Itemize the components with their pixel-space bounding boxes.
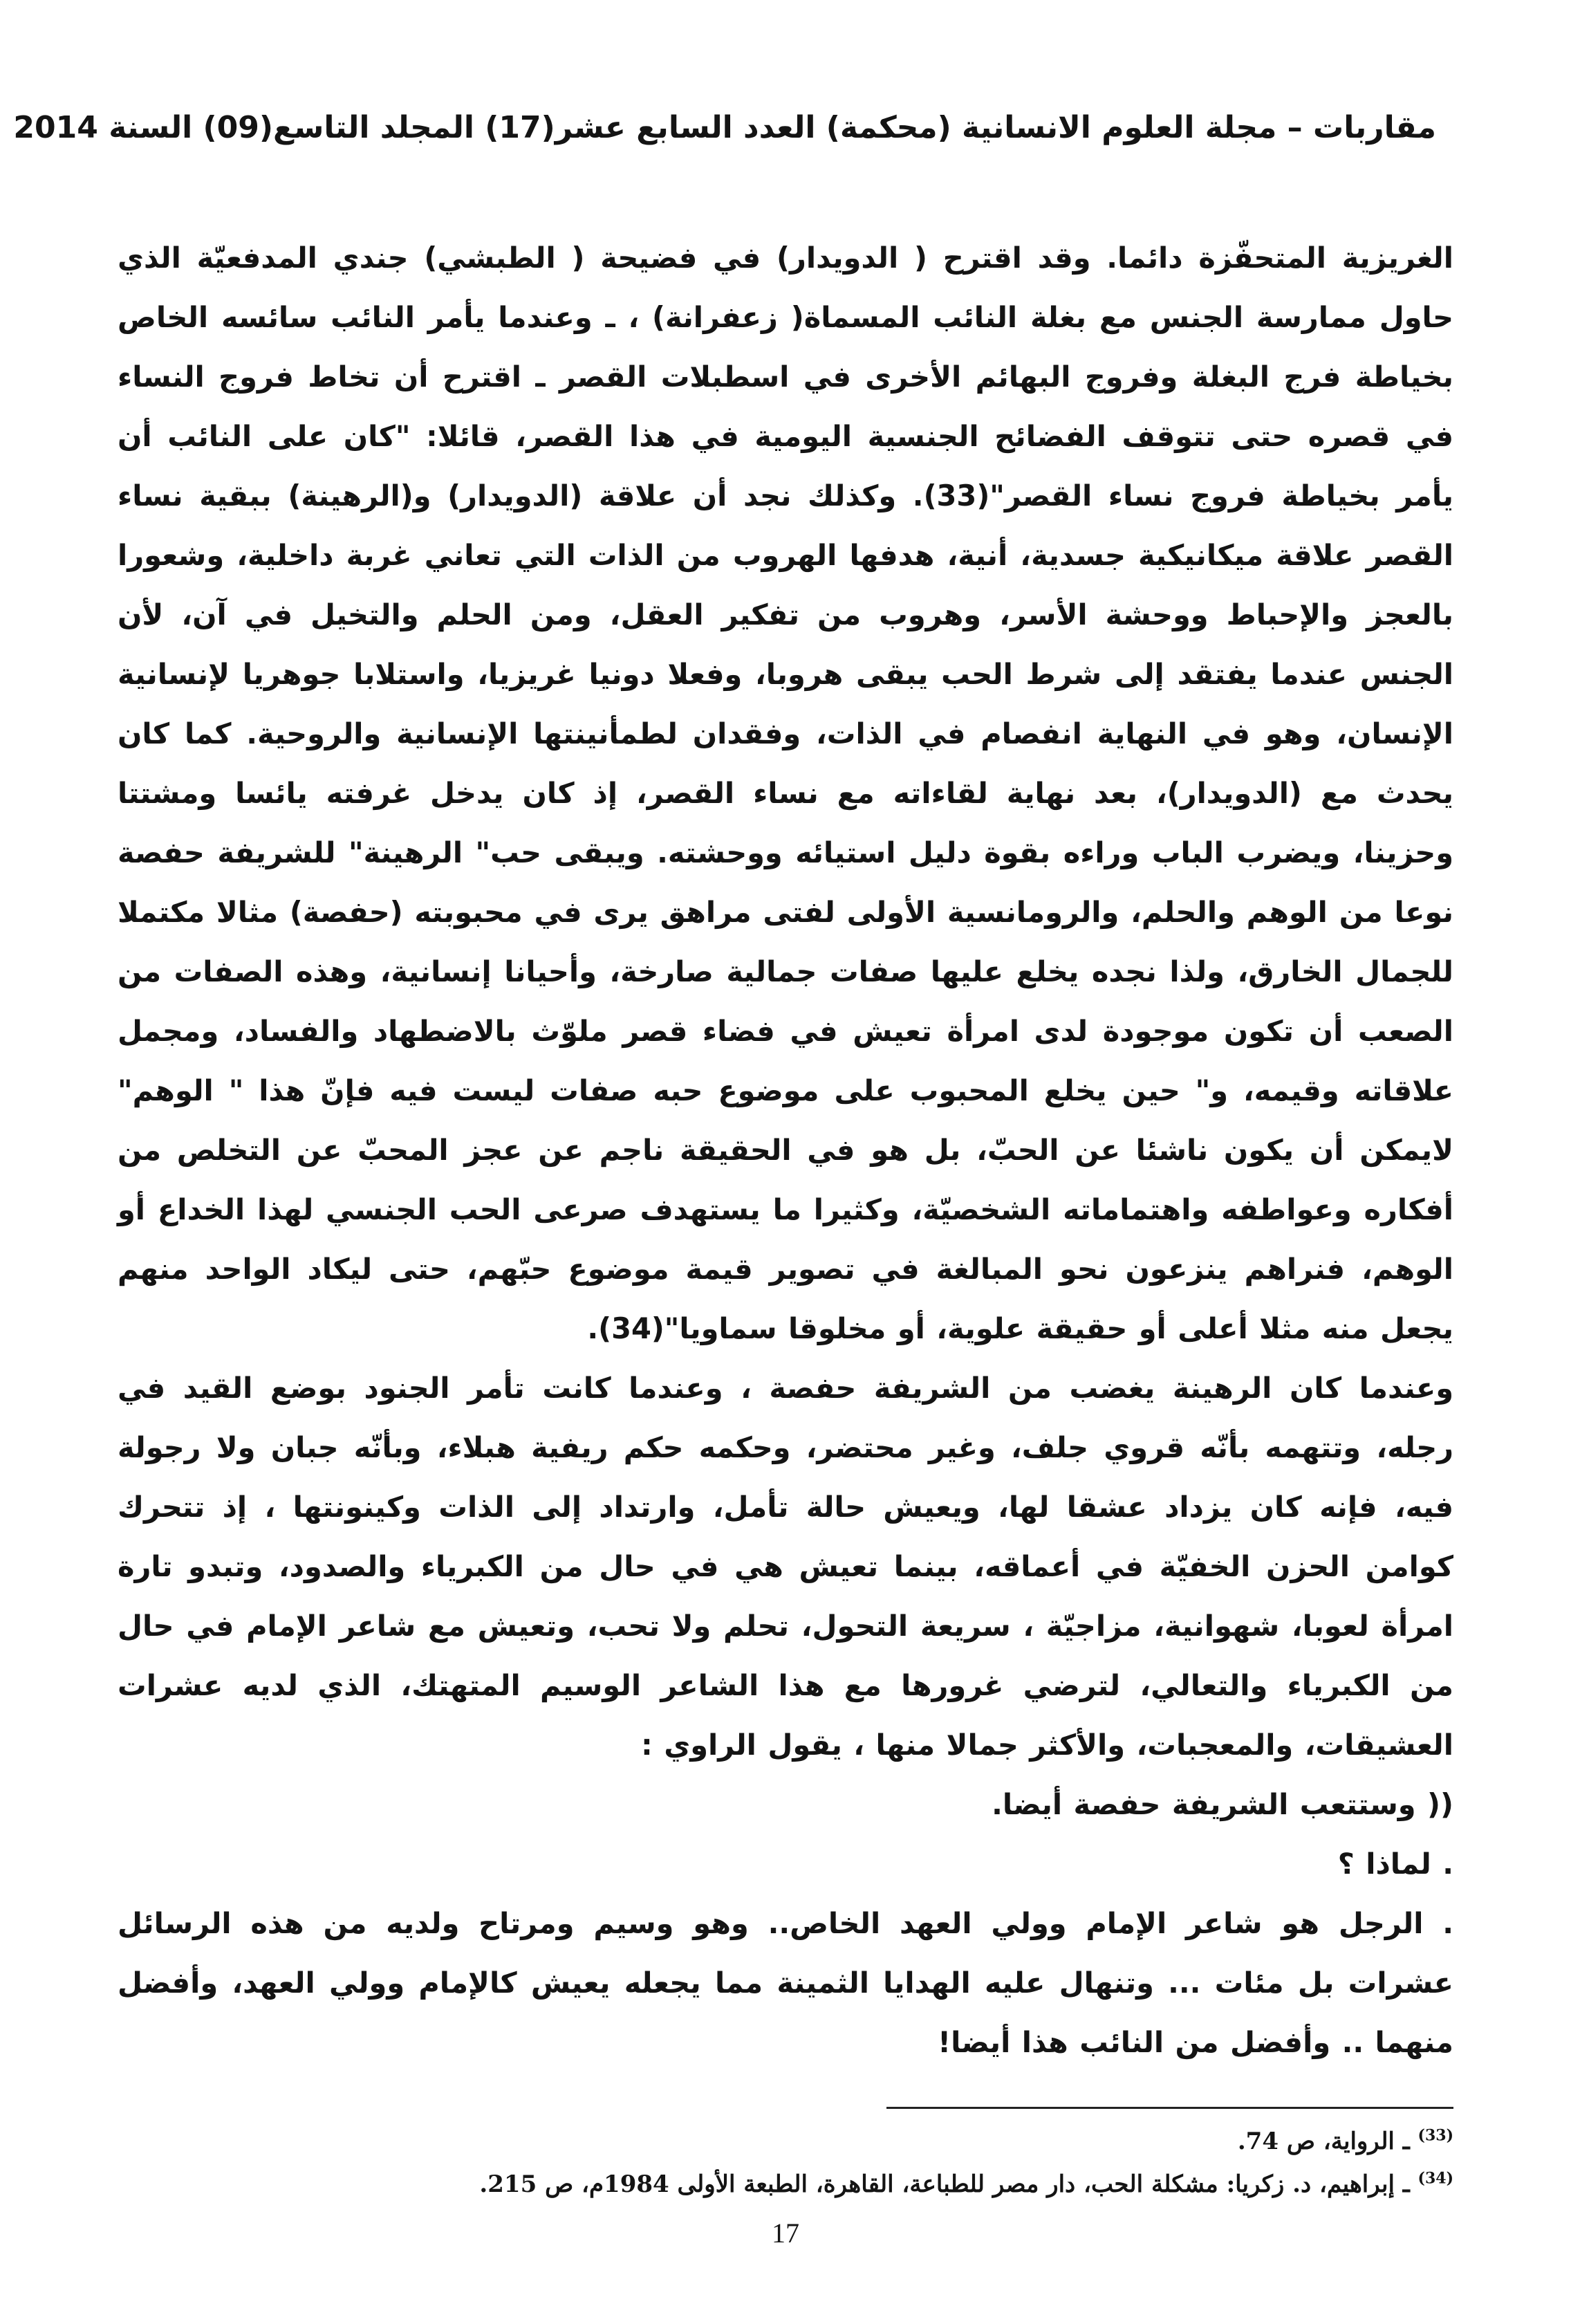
article-body — [118, 228, 1453, 2072]
paragraph-2: وعندما كان الرهينة يغضب من الشريفة حفصة ، وعندما كانت تأمر الجنود بوضع القيد في رجله، وتتهمه بأنّه قروي جلف، وغير محتضر، وحكمه حكم ريفية هبلاء، وبأنّه جبان ولا رجولة فيه، فإنه كان يزداد عشقا لها، ويعيش حالة تأمل، وارتداد إلى الذات وكينونتها ، إذ تتحرك كوامن الحزن الخفيّة في أعماقه، بينما تعيش هي في حال من الكبرياء والصدود، وتبدو تارة امرأة لعوبا، شهوانية، مزاجيّة ، سريعة التحول، تحلم ولا تحب، وتعيش مع شاعر الإمام في حال من الكبرياء والتعالي، لترضي غرورها مع هذا الشاعر الوسيم المتهتك، الذي لديه عشرات العشيقات، والمعجبات، والأكثر جمالا منها ، يقول الراوي : — [118, 1371, 1453, 1762]
footnote-number: (33) — [1417, 2126, 1453, 2145]
quote-line-2: . لماذا ؟ — [1337, 1847, 1453, 1881]
footnote-text: ـ الرواية، ص 74. — [1237, 2128, 1410, 2155]
quote-line-1: (( وستتعب الشريفة حفصة أيضا. — [992, 1787, 1453, 1821]
quote-line-3: . الرجل هو شاعر الإمام وولي العهد الخاص.. وهو وسيم ومرتاح ولديه من هذه الرسائل عشرات بل مئات ... وتنهال عليه الهدايا الثمينة مما يجعله يعيش كالإمام وولي العهد، وأفضل منهما .. وأفضل من النائب هذا أيضا! — [118, 1906, 1453, 2059]
running-header: مقاربات – مجلة العلوم الانسانية (محكمة) العدد السابع عشر(17) المجلد التاسع(09) السنة 2014 — [13, 110, 1436, 145]
footnote-text: ـ إبراهيم، د. زكريا: مشكلة الحب، دار مصر للطباعة، القاهرة، الطبعة الأولى 1984م، ص 215. — [479, 2170, 1410, 2198]
footnote-33 — [118, 2120, 1453, 2163]
footnote-number: (34) — [1417, 2169, 1453, 2188]
footnote-34 — [118, 2163, 1453, 2206]
paragraph-1: الغريزية المتحفّزة دائما. وقد اقترح ( الدويدار) في فضيحة ( الطبشي) جندي المدفعيّة الذي حاول ممارسة الجنس مع بغلة النائب المسماة( زعفرانة) ، ـ وعندما يأمر النائب سائسه الخاص بخياطة فرج البغلة وفروج البهائم الأخرى في اسطبلات القصر ـ اقترح أن تخاط فروج النساء في قصره حتى تتوقف الفضائح الجنسية اليومية في هذا القصر، قائلا: "كان على النائب أن يأمر بخياطة فروج نساء القصر"(33). وكذلك نجد أن علاقة (الدويدار) و(الرهينة) ببقية نساء القصر علاقة ميكانيكية جسدية، أنية، هدفها الهروب من الذات التي تعاني غربة داخلية، وشعورا بالعجز والإحباط ووحشة الأسر، وهروب من تفكير العقل، ومن الحلم والتخيل في آن، لأن الجنس عندما يفتقد إلى شرط الحب يبقى هروبا، وفعلا دونيا غريزيا، واستلابا جوهريا لإنسانية الإنسان، وهو في النهاية انفصام في الذات، وفقدان لطمأنينتها الإنسانية والروحية. كما كان يحدث مع (الدويدار)، بعد نهاية لقاءاته مع نساء القصر، إذ كان يدخل غرفته يائسا ومشتتا وحزينا، ويضرب الباب وراءه بقوة دليل استيائه ووحشته. ويبقى حب" الرهينة" للشريفة حفصة نوعا من الوهم والحلم، والرومانسية الأولى لفتى مراهق يرى في محبوبته (حفصة) مثالا مكتملا للجمال الخارق، ولذا نجده يخلع عليها صفات جمالية صارخة، وأحيانا إنسانية، وهذه الصفات من الصعب أن تكون موجودة لدى امرأة تعيش في فضاء قصر ملوّث بالاضطهاد والفساد، ومجمل علاقاته وقيمه، و" حين يخلع المحبوب على موضوع حبه صفات ليست فيه فإنّ هذا " الوهم" لايمكن أن يكون ناشئا عن الحبّ، بل هو في الحقيقة ناجم عن عجز المحبّ عن التخلص من أفكاره وعواطفه واهتماماته الشخصيّة، وكثيرا ما يستهدف صرعى الحب الجنسي لهذا الخداع أو الوهم، فنراهم ينزعون نحو المبالغة في تصوير قيمة موضوع حبّهم، حتى ليكاد الواحد منهم يجعل منه مثلا أعلى أو حقيقة علوية، أو مخلوقا سماويا"(34). — [118, 241, 1453, 1345]
page-number: 17 — [772, 2217, 799, 2249]
footnotes — [118, 2120, 1453, 2206]
footnote-divider — [886, 2107, 1453, 2109]
